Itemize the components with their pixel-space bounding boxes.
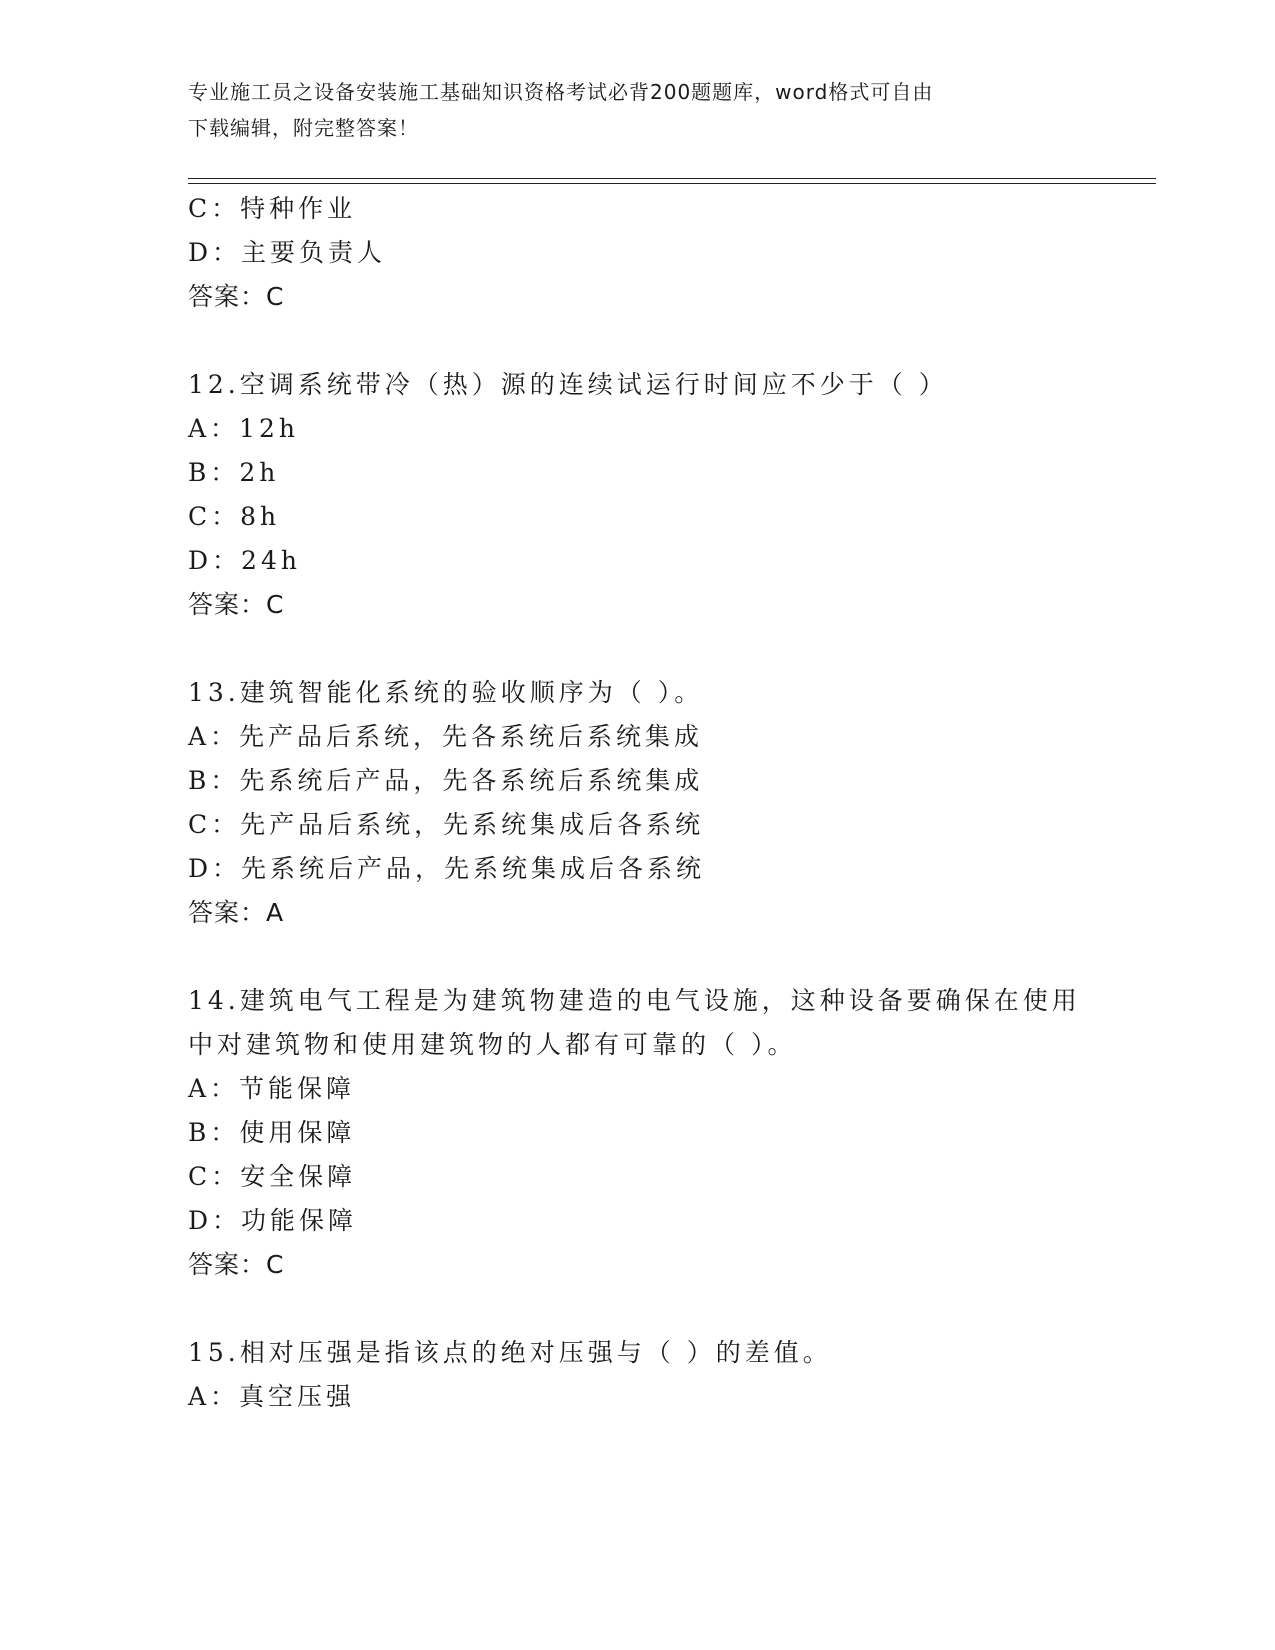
q15-option-a: A：真空压强 — [188, 1382, 356, 1411]
q14-option-b: B：使用保障 — [188, 1118, 356, 1147]
header-divider-top — [188, 178, 1156, 179]
q13-option-a: A：先产品后系统，先各系统后系统集成 — [188, 722, 704, 751]
q13-option-d: D：先系统后产品，先系统集成后各系统 — [188, 854, 706, 883]
carryover-option-c: C：特种作业 — [188, 194, 357, 223]
q13-option-b: B：先系统后产品，先各系统后系统集成 — [188, 766, 704, 795]
q15-stem: 15.相对压强是指该点的绝对压强与（ ）的差值。 — [188, 1338, 832, 1367]
q12-option-a: A：12h — [188, 414, 299, 443]
q14-option-d: D：功能保障 — [188, 1206, 358, 1235]
q13-option-c: C：先产品后系统，先系统集成后各系统 — [188, 810, 705, 839]
carryover-option-d: D：主要负责人 — [188, 238, 387, 267]
header-divider-bottom — [188, 183, 1156, 184]
q14-stem-line-1: 14.建筑电气工程是为建筑物建造的电气设施，这种设备要确保在使用 — [188, 986, 1081, 1015]
header-line-1: 专业施工员之设备安装施工基础知识资格考试必背200题题库，word格式可自由 — [188, 80, 934, 104]
q12-option-b: B：2h — [188, 458, 280, 487]
header-line-2: 下载编辑，附完整答案！ — [188, 116, 419, 140]
q12-option-d: D：24h — [188, 546, 301, 575]
q12-stem: 12.空调系统带冷（热）源的连续试运行时间应不少于（ ） — [188, 370, 948, 399]
q13-stem: 13.建筑智能化系统的验收顺序为（ ）。 — [188, 678, 704, 707]
q14-option-c: C：安全保障 — [188, 1162, 357, 1191]
q14-answer: 答案：C — [188, 1250, 285, 1279]
q14-option-a: A：节能保障 — [188, 1074, 356, 1103]
carryover-answer: 答案：C — [188, 282, 285, 311]
q14-stem-line-2: 中对建筑物和使用建筑物的人都有可靠的（ ）。 — [188, 1030, 797, 1059]
q12-option-c: C：8h — [188, 502, 281, 531]
q12-answer: 答案：C — [188, 590, 285, 619]
document-header — [188, 74, 1088, 146]
q13-answer: 答案：A — [188, 898, 285, 927]
